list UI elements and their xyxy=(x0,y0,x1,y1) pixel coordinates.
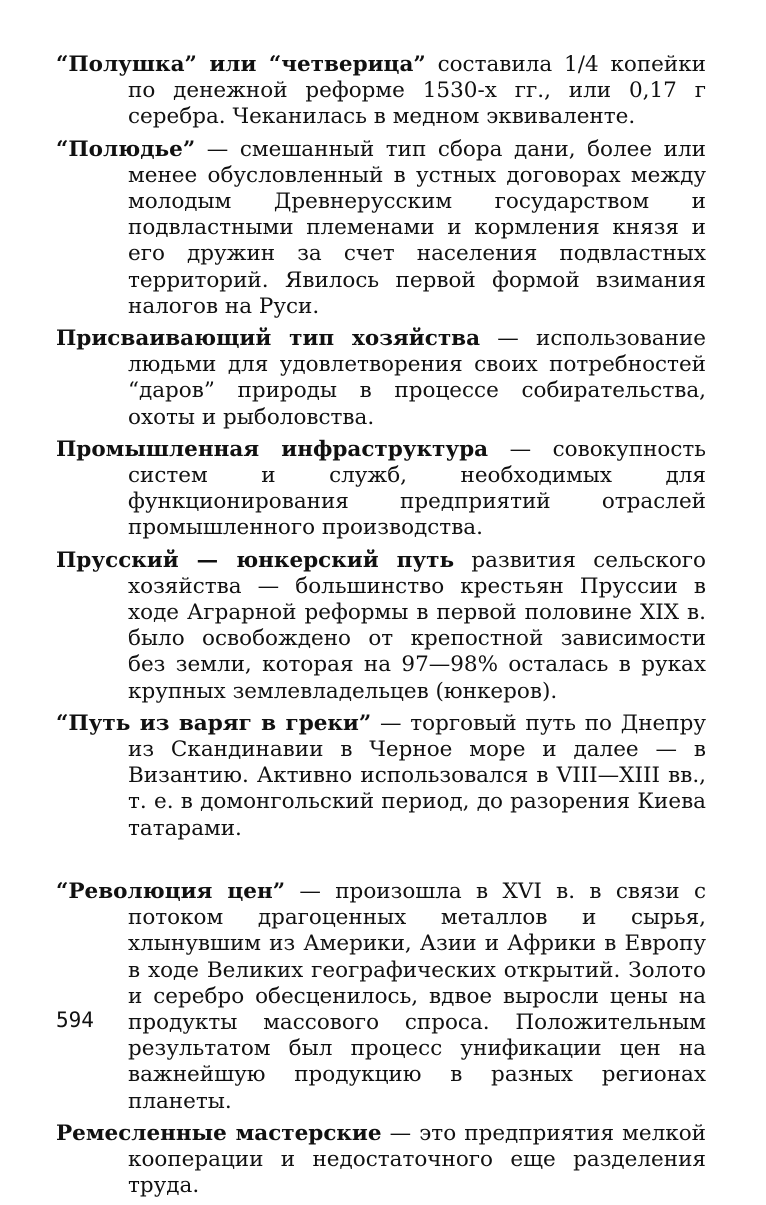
entry-definition: — смешанный тип сбора дани, более или менее обусловленный в устных договорах между молодым Древнерусским государством и подвластными племенами и кормления князя и его дружин за счет населения подвластных территорий. Явилось первой формой взимания налогов на Руси. xyxy=(128,136,706,319)
entry-term: Промышленная инфраструктура xyxy=(56,436,489,462)
entry-definition: — использование людьми для удовлетворения своих потребностей “даров” природы в процессе собирательства, охоты и рыболовства. xyxy=(128,326,707,430)
entry-craft-workshops xyxy=(56,1121,706,1200)
entry-definition: составила 1/4 копейки по денежной реформе 1530-х гг., или 0,17 г серебра. Чеканилась в медном эквиваленте. xyxy=(128,52,706,130)
entry-industrial-infrastructure xyxy=(56,437,706,542)
entry-term: “Революция цен” xyxy=(56,878,286,904)
entry-definition: — произошла в XVI в. в связи с потоком драгоценных металлов и сырья, хлынувшим из Америки, Азии и Африки в Европу в ходе Великих географических открытий. Золото и серебро обесценилось, вдвое выросли цены на продукты массового спроса. Положительным результатом был процесс унификации цен на важнейшую продукцию в разных регионах планеты. xyxy=(128,878,706,1114)
entry-term: Ремесленные мастерские xyxy=(56,1120,382,1146)
entry-term: “Полушка” или “четверица” xyxy=(56,52,426,77)
entry-appropriating-economy xyxy=(56,326,706,431)
entry-definition: — совокупность систем и служб, необходимых для функционирования предприятий отраслей промышленного производства. xyxy=(128,436,706,541)
entry-term: “Путь из варяг в греки” xyxy=(56,710,372,736)
entry-definition: — торговый путь по Днепру из Скандинавии в Черное море и далее — в Византию. Активно использовался в VIII—XIII вв., т. е. в домонгольский период, до разорения Киева татарами. xyxy=(128,710,706,841)
entry-definition: развития сельского хозяйства — большинство крестьян Пруссии в ходе Аграрной реформы в первой половине XIX в. было освобождено от крепостной зависимости без земли, которая на 97—98% осталась в руках крупных землевладельцев (юнкеров). xyxy=(128,547,706,704)
entry-prussian-path xyxy=(56,548,706,705)
entry-varangians-to-greeks xyxy=(56,711,706,842)
entry-term: Присваивающий тип хозяйства xyxy=(56,326,481,352)
entry-polyudye xyxy=(56,137,706,320)
entry-term: Прусский — юнкерский путь xyxy=(56,547,455,573)
page-number: 594 xyxy=(56,1008,94,1032)
entry-term: “Полюдье” xyxy=(56,136,196,162)
page-body xyxy=(56,52,706,1205)
entry-polushka xyxy=(56,52,706,131)
entry-definition: — это предприятия мелкой кооперации и недостаточного еще разделения труда. xyxy=(128,1120,706,1199)
entry-price-revolution xyxy=(56,879,706,1115)
